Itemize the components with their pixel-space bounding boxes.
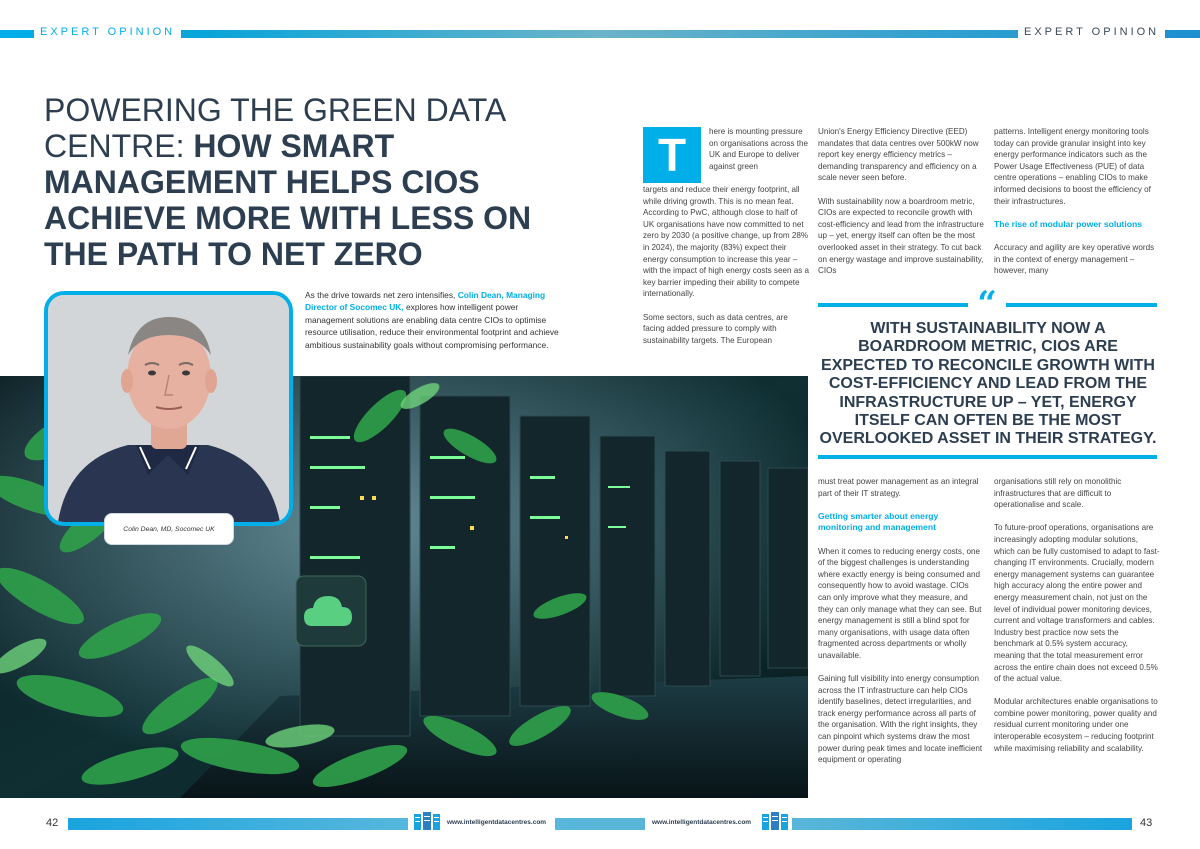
page-number-left: 42 [40, 817, 64, 829]
article-intro [305, 289, 563, 351]
paragraph: organisations still rely on monolithic infrastructures that are difficult to operationalise and scale. [994, 477, 1122, 510]
pull-quote: WITH SUSTAINABILITY NOW A BOARDROOM METRIC, CIOS ARE EXPECTED TO RECONCILE GROWTH WITH COST-EFFICIENCY AND LEAD FROM THE INFRASTRUCTURE UP – YET, ENERGY ITSELF CAN OFTEN BE THE MOST OVERLOOKED ASSET IN THEIR STRATEGY. [819, 320, 1157, 448]
section-label-right: EXPERT OPINION [1018, 26, 1165, 38]
footer-bar-right [792, 818, 1132, 830]
headline-bold: HOW SMART MANAGEMENT HELPS CIOS ACHIEVE MORE WITH LESS ON THE PATH TO NET ZERO [44, 128, 532, 272]
article-column-3 [994, 126, 1160, 288]
article-column-4 [818, 476, 984, 777]
paragraph: Gaining full visibility into energy consumption across the IT infrastructure can help CIOs identify baselines, detect irregularities, and track energy performance across all parts of the organisation. With the right insights, they can pinpoint which systems draw the most power during peak times and locate inefficient equipment or operating [818, 674, 983, 765]
footer-bar-right-start [600, 818, 645, 830]
paragraph: Union's Energy Efficiency Directive (EED) mandates that data centres over 500kW now report key energy efficiency metrics – demanding transparency and efficiency on a scale never seen before. [818, 127, 979, 183]
server-logo-icon [761, 812, 789, 832]
quote-rule-top-left [818, 303, 968, 307]
footer-bar-left-end [555, 818, 600, 830]
page-number-right: 43 [1134, 817, 1158, 829]
intro-after: explores how intelligent power management solutions are enabling data centre CIOs to optimise resource utilisation, reduce their environmental footprint and achieve ambitious sustainability goals without compromising performance. [305, 302, 559, 350]
intro-before: As the drive towards net zero intensifies, [305, 290, 456, 300]
paragraph: targets and reduce their energy footprint, all while driving growth. This is no mean feat. According to PwC, although close to half of UK organisations have now committed to net zero by 2030 (a positive change, up from 28% in 2024), the majority (83%) expect their energy consumption to increase this year – with the impact of high energy costs seen as a key barrier impeding their ability to compete internationally. [643, 185, 810, 299]
subheading-energy-monitoring: Getting smarter about energy monitoring and management [818, 510, 939, 533]
paragraph: Modular architectures enable organisations to combine power monitoring, power quality and residual current monitoring under one interoperable ecosystem – reducing footprint while maximising reliability and scalability. [994, 697, 1158, 753]
paragraph: With sustainability now a boardroom metric, CIOs are expected to reconcile growth with cost-efficiency and lead from the infrastructure up – yet, energy itself can often be the most overlooked asset in their strategy. To cut back on energy wastage and improve sustainability, CIOs [818, 196, 984, 276]
article-column-2 [818, 126, 984, 288]
photo-caption: Colin Dean, MD, Socomec UK [104, 513, 234, 545]
quote-rule-top-right [1006, 303, 1157, 307]
footer-bar-left [68, 818, 408, 830]
article-column-1 [643, 184, 809, 358]
article-headline [44, 92, 564, 272]
quote-rule-bottom [818, 455, 1157, 459]
paragraph: must treat power management as an integral part of their IT strategy. [818, 477, 979, 498]
subheading-modular-power: The rise of modular power solutions [994, 218, 1143, 229]
paragraph: To future-proof operations, organisations are increasingly adopting modular solutions, which can be fully customised to adapt to fast-changing IT environments. Crucially, modern energy management systems can guarantee high accuracy along the entire power and energy measurement chain, not just on the level of individual power monitoring devices, current and voltage transformers and cables. Industry best practice now sets the benchmark at 0.5% system accuracy, meaning that the total measurement error across the entire chain does not exceed 0.5% of the actual value. [994, 523, 1160, 684]
site-url-right[interactable]: www.intelligentdatacentres.com [652, 819, 752, 826]
author-photo [44, 291, 293, 526]
column-1-wrap-text: here is mounting pressure on organisations across the UK and Europe to deliver against green [709, 127, 808, 171]
paragraph: patterns. Intelligent energy monitoring tools today can provide granular insight into key energy performance indicators such as the Power Usage Effectiveness (PUE) of data centre operations – enabling CIOs to make informed decisions to boost the efficiency of their infrastructures. [994, 127, 1151, 206]
section-label-left: EXPERT OPINION [34, 26, 181, 38]
paragraph: When it comes to reducing energy costs, one of the biggest challenges is understanding where exactly energy is being consumed and consequently how to avoid wastage. CIOs can only improve what they measure, and they can only manage what they can see. But energy management is still a blind spot for many organisations, with usage data often fragmented across departments or wholly unavailable. [818, 546, 982, 660]
headline-light: POWERING THE GREEN DATA CENTRE: [44, 92, 505, 164]
server-logo-icon [413, 812, 441, 832]
quote-mark-icon: “ [977, 284, 997, 324]
drop-cap: T [643, 127, 701, 183]
site-url-left[interactable]: www.intelligentdatacentres.com [447, 819, 547, 826]
intro-author: Colin Dean, Managing Director of Socomec UK, [305, 290, 546, 313]
article-column-5 [994, 476, 1160, 766]
paragraph: Some sectors, such as data centres, are facing added pressure to comply with sustainability targets. The European [643, 312, 788, 345]
paragraph: Accuracy and agility are key operative words in the context of energy management – however, many [994, 242, 1155, 276]
